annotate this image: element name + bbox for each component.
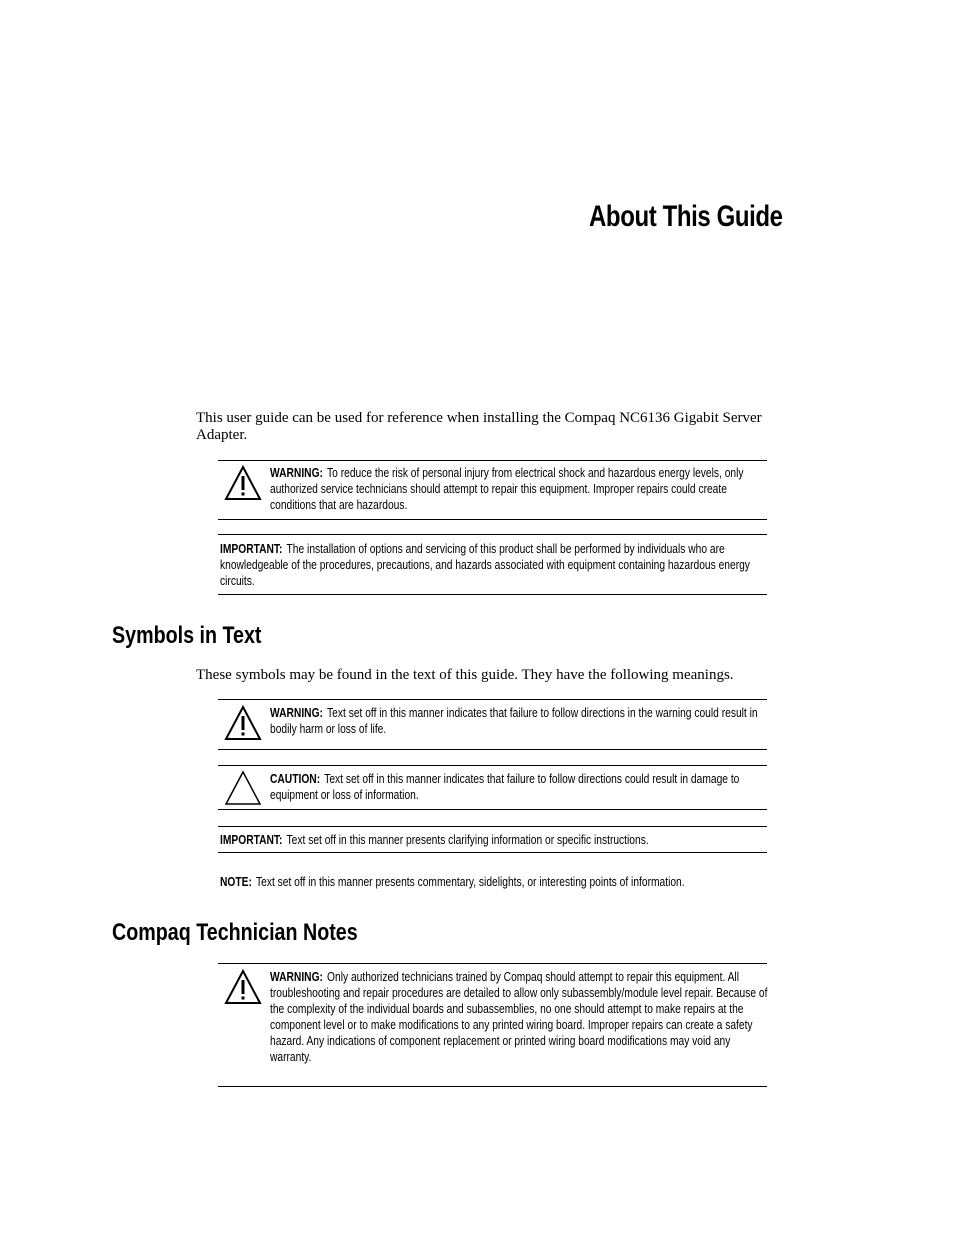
symbols-warning-box bbox=[218, 699, 767, 750]
symbols-intro: These symbols may be found in the text of this guide. They have the following meanings. bbox=[196, 667, 734, 683]
page-title: About This Guide bbox=[589, 200, 783, 233]
symbols-important-text bbox=[220, 832, 765, 848]
symbols-caution-text bbox=[270, 771, 770, 803]
warning-exclamation-triangle-icon bbox=[224, 705, 262, 741]
technician-warning-text bbox=[270, 969, 770, 1065]
important-body: Text set off in this manner presents clarifying information or specific instructions. bbox=[286, 833, 649, 847]
intro-warning-text bbox=[270, 465, 770, 513]
warning-exclamation-triangle-icon bbox=[224, 969, 262, 1005]
intro-important-box bbox=[218, 534, 767, 595]
intro-paragraph: This user guide can be used for reference when installing the Compaq NC6136 Gigabit Server Adapter. bbox=[196, 410, 762, 443]
note-label: NOTE: bbox=[220, 875, 252, 889]
intro-warning-box bbox=[218, 460, 767, 520]
important-body: The installation of options and servicing of this product shall be performed by individuals who are knowledgeable of the procedures, precautions, and hazards associated with equipment containing hazardous energy circuits. bbox=[220, 542, 750, 588]
warning-body: To reduce the risk of personal injury from electrical shock and hazardous energy levels, only authorized service technicians should attempt to repair this equipment. Improper repairs could create conditions that are hazardous. bbox=[270, 466, 744, 512]
warning-body: Text set off in this manner indicates that failure to follow directions in the warning could result in bodily harm or loss of life. bbox=[270, 706, 758, 736]
important-label: IMPORTANT: bbox=[220, 833, 283, 847]
caution-label: CAUTION: bbox=[270, 772, 321, 786]
caution-body: Text set off in this manner indicates that failure to follow directions could result in damage to equipment or loss of information. bbox=[270, 772, 740, 802]
symbols-heading: Symbols in Text bbox=[112, 622, 262, 649]
warning-label: WARNING: bbox=[270, 706, 323, 720]
important-label: IMPORTANT: bbox=[220, 542, 283, 556]
symbols-note-text bbox=[220, 874, 765, 890]
warning-exclamation-triangle-icon bbox=[224, 465, 262, 501]
warning-label: WARNING: bbox=[270, 970, 323, 984]
intro-important-text bbox=[220, 541, 765, 589]
caution-triangle-icon bbox=[224, 770, 262, 806]
symbols-caution-box bbox=[218, 765, 767, 810]
technician-heading: Compaq Technician Notes bbox=[112, 919, 358, 946]
note-body: Text set off in this manner presents commentary, sidelights, or interesting points of information. bbox=[255, 875, 685, 889]
warning-body: Only authorized technicians trained by Compaq should attempt to repair this equipment. All troubleshooting and repair procedures are detailed to allow only subassembly/module level repair. Because of the complexity of the individual boards and subassemblies, no one should attempt to make repairs at the component level or to make modifications to any printed wiring board. Improper repairs can create a safety hazard. Any indications of component replacement or printed wiring board modifications may void any warranty. bbox=[270, 970, 768, 1064]
symbols-warning-text bbox=[270, 705, 770, 737]
technician-warning-box bbox=[218, 963, 767, 1087]
warning-label: WARNING: bbox=[270, 466, 323, 480]
symbols-important-box bbox=[218, 826, 767, 853]
